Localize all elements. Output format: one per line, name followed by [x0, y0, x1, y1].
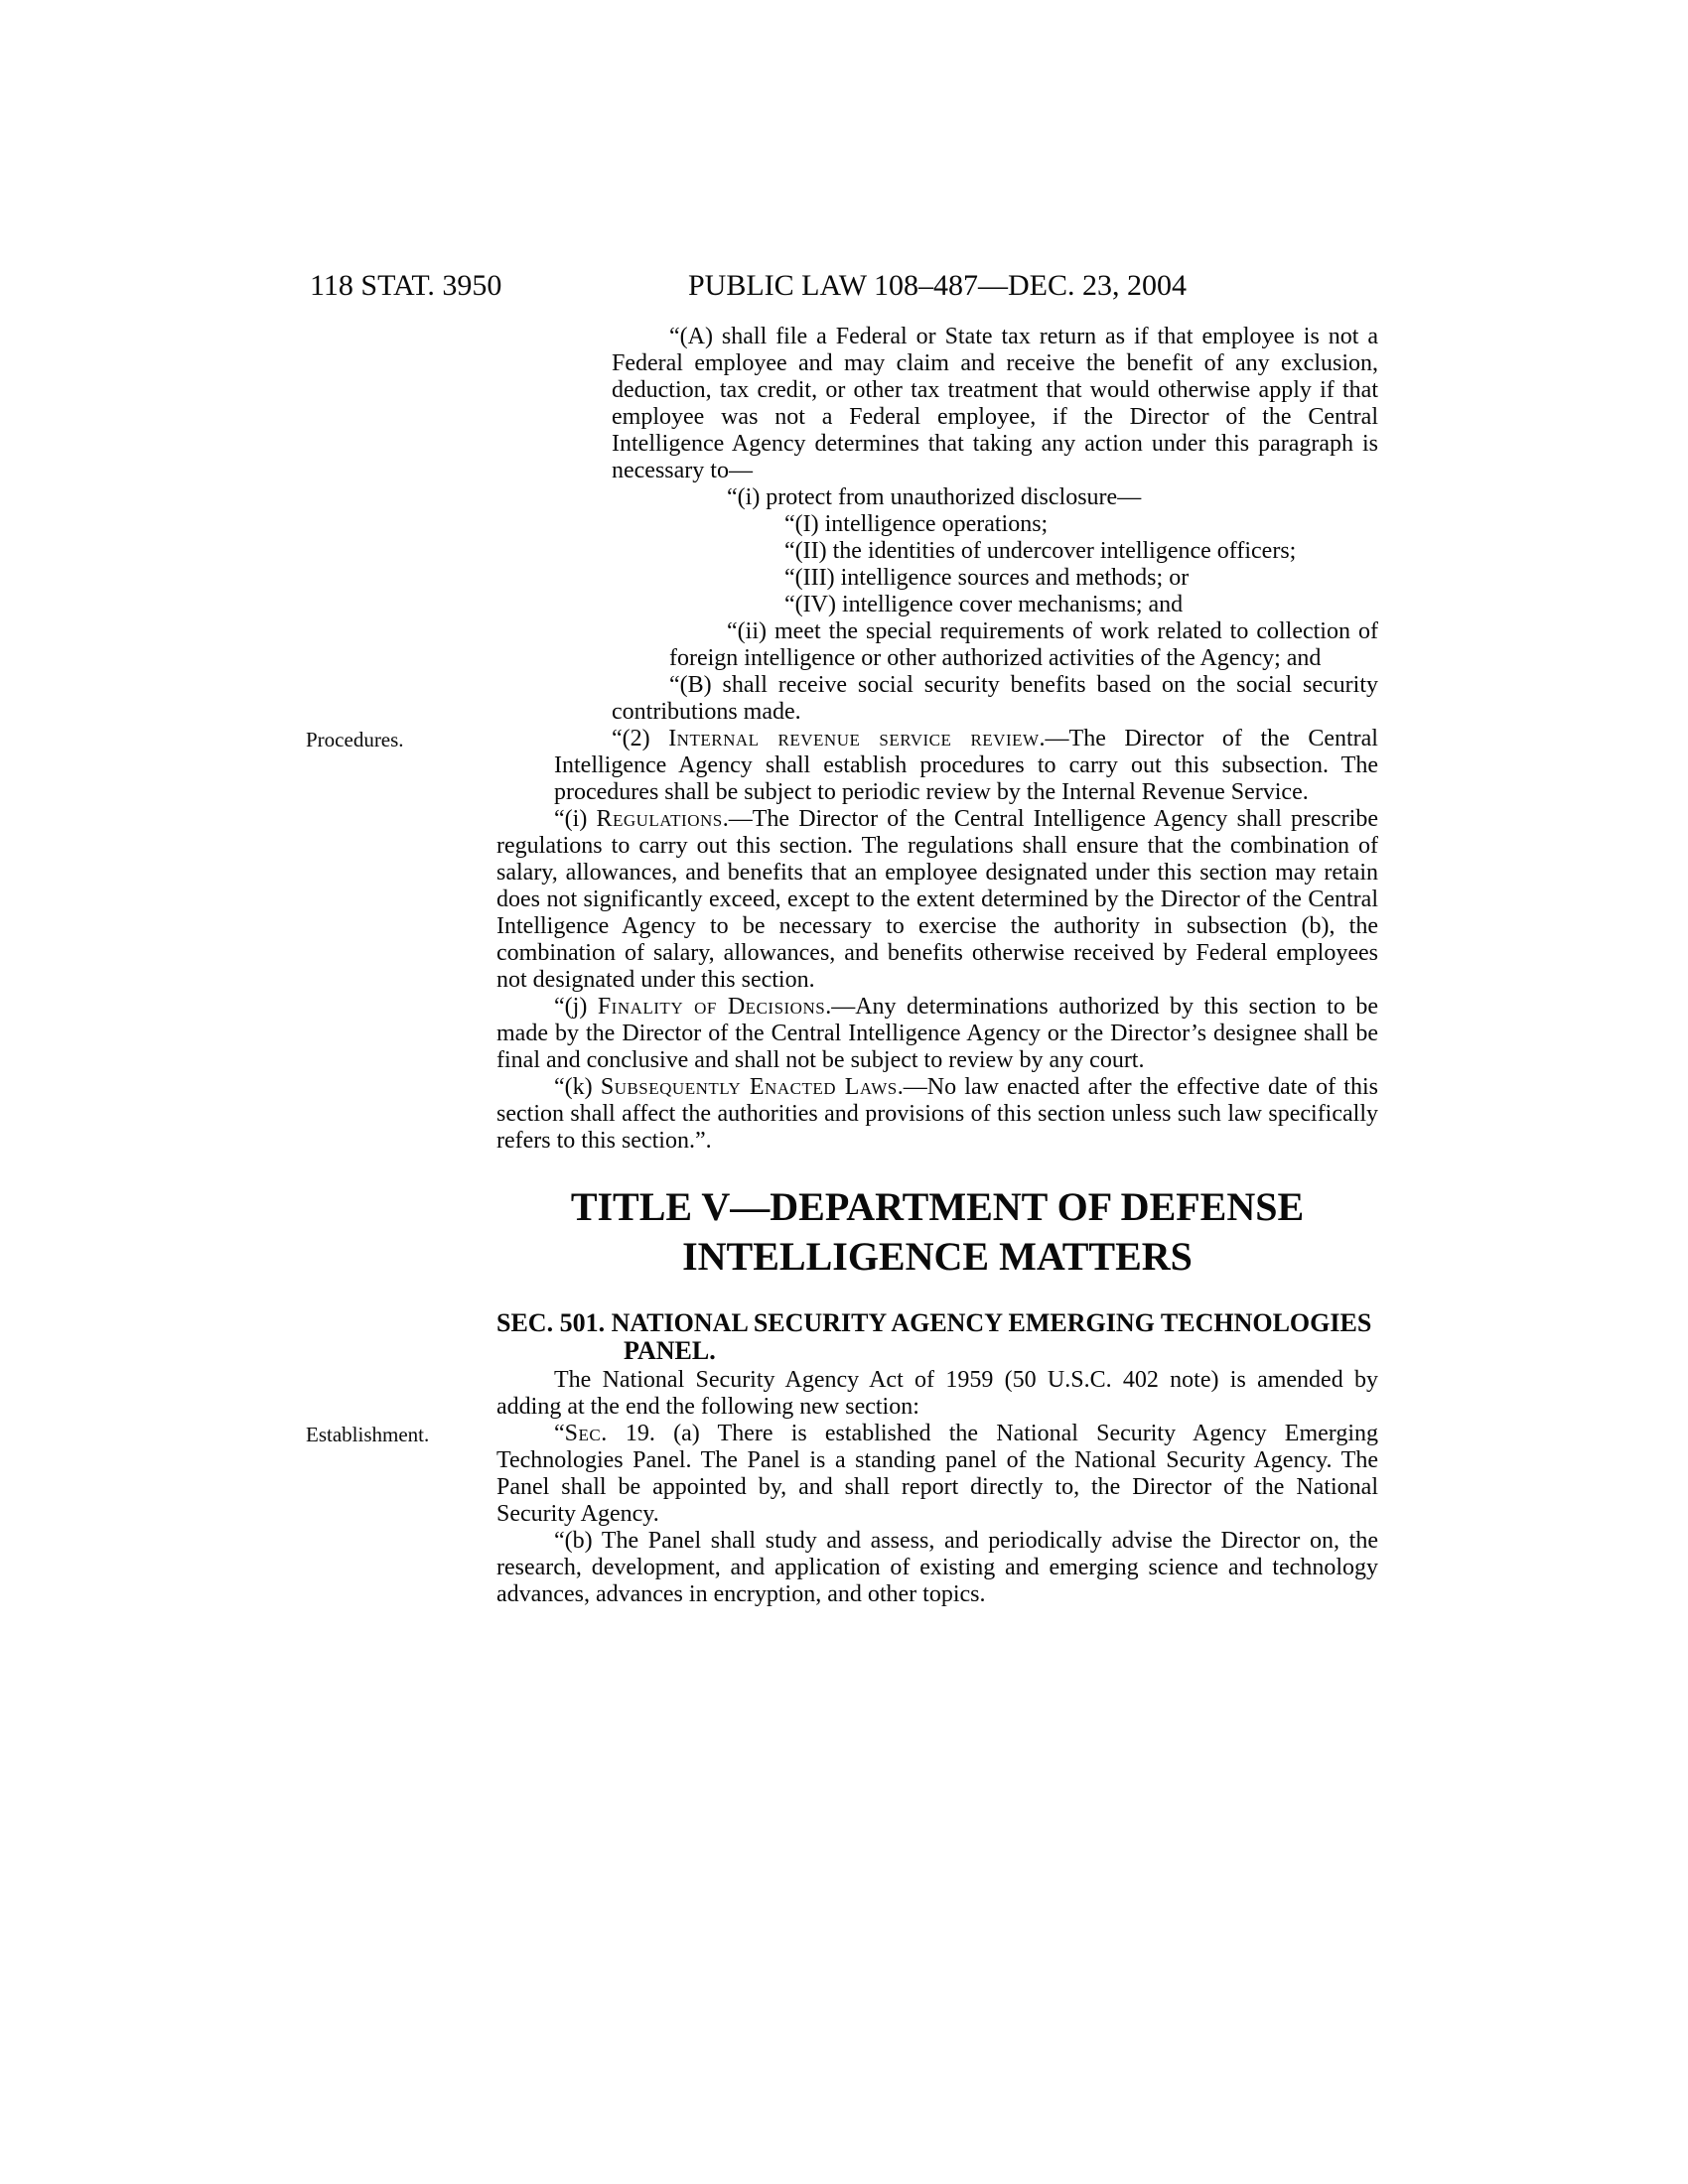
subsection-i-prefix: “(i): [554, 806, 597, 832]
subsection-j-prefix: “(j): [554, 994, 598, 1020]
sec-501-heading: [496, 1309, 1378, 1365]
subclause-III: “(III) intelligence sources and methods; or: [784, 565, 1190, 591]
clause-i-protect: “(i) protect from unauthorized disclosure—: [727, 484, 1142, 510]
paragraph-2-irs-review: [306, 726, 1378, 806]
paragraph-2-body: .—The Director of the Central Intelligence Agency shall establish procedures to carry out this subsection. The procedures shall be subject to periodic review by the Internal Revenue Service.: [554, 726, 1378, 805]
subsection-i-regulations: [496, 806, 1378, 994]
subclause-I: “(I) intelligence operations;: [784, 511, 1049, 537]
statute-text-column: [306, 324, 1379, 1608]
subsection-k-smallcaps-heading: Subsequently Enacted Laws: [600, 1074, 898, 1100]
subsection-j-body: .—Any determinations authorized by this section to be made by the Director of the Central Intelligence Agency or the Director’s designee shall be final and conclusive and shall not be subject to review by any court.: [496, 994, 1379, 1073]
subclause-II: “(II) the identities of undercover intelligence officers;: [784, 538, 1297, 564]
sec-19-establishment-paragraph: [306, 1421, 1378, 1528]
margin-note-procedures: Procedures.: [306, 728, 404, 751]
title-v-heading-line2: INTELLIGENCE MATTERS: [682, 1234, 1193, 1279]
subsection-i-body: .—The Director of the Central Intelligence Agency shall prescribe regulations to carry out this section. The regulations shall ensure that the combination of salary, allowances, and benefits that an employee designated under this section may retain does not significantly exceed, except to the extent determined by the Director of the Central Intelligence Agency to be necessary to exercise the authority in subsection (b), the combination of salary, allowances, and benefits otherwise received by Federal employees not designated under this section.: [496, 806, 1378, 993]
sec-19-smallcaps: Sec.: [564, 1421, 608, 1446]
paragraph-2-smallcaps-heading: Internal revenue service review: [668, 726, 1040, 751]
sec-19-prefix: “: [554, 1421, 565, 1446]
subclause-IV: “(IV) intelligence cover mechanisms; and: [784, 592, 1184, 617]
subsection-j-finality-of-decisions: [496, 994, 1378, 1074]
sec-501-heading-line2: PANEL.: [624, 1336, 716, 1365]
paragraph-2-prefix: “(2): [612, 726, 669, 751]
clause-ii-special-requirements: “(ii) meet the special requirements of work related to collection of foreign intelligence or other authorized activities of the Agency; and: [669, 618, 1378, 671]
subsection-i-smallcaps-heading: Regulations: [596, 806, 723, 832]
amendment-intro-paragraph: The National Security Agency Act of 1959 (50 U.S.C. 402 note) is amended by adding at the end the following new section:: [496, 1367, 1378, 1420]
title-v-heading-line1: TITLE V—DEPARTMENT OF DEFENSE: [570, 1184, 1305, 1229]
subsection-k-prefix: “(k): [554, 1074, 601, 1100]
subparagraph-A: “(A) shall file a Federal or State tax return as if that employee is not a Federal employee and may claim and receive the benefit of any exclusion, deduction, tax credit, or other tax treatment that would otherwise apply if that employee was not a Federal employee, if the Director of the Central Intelligence Agency determines that taking any action under this paragraph is necessary to—: [612, 324, 1378, 483]
sec-501-heading-line1: SEC. 501. NATIONAL SECURITY AGENCY EMERGING TECHNOLOGIES: [496, 1308, 1372, 1337]
sec-19-body: 19. (a) There is established the National Security Agency Emerging Technologies Panel. The Panel is a standing panel of the National Security Agency. The Panel shall be appointed by, and shall report directly to, the Director of the National Security Agency.: [496, 1421, 1378, 1527]
sec-19-b-duties-paragraph: “(b) The Panel shall study and assess, and periodically advise the Director on, the research, development, and application of existing and emerging science and technology advances, advances in encryption, and other topics.: [496, 1528, 1378, 1607]
subparagraph-B: “(B) shall receive social security benefits based on the social security contributions made.: [612, 672, 1378, 725]
stat-page-number: 118 STAT. 3950: [310, 269, 502, 302]
subsection-k-body: .—No law enacted after the effective date of this section shall affect the authorities and provisions of this section unless such law specifically refers to this section.”.: [496, 1074, 1378, 1154]
title-v-heading: [496, 1182, 1378, 1282]
margin-note-establishment: Establishment.: [306, 1423, 430, 1446]
subsection-k-subsequently-enacted-laws: [496, 1074, 1378, 1155]
subsection-j-smallcaps-heading: Finality of Decisions: [597, 994, 826, 1020]
public-law-caption: PUBLIC LAW 108–487—DEC. 23, 2004: [687, 269, 1188, 302]
